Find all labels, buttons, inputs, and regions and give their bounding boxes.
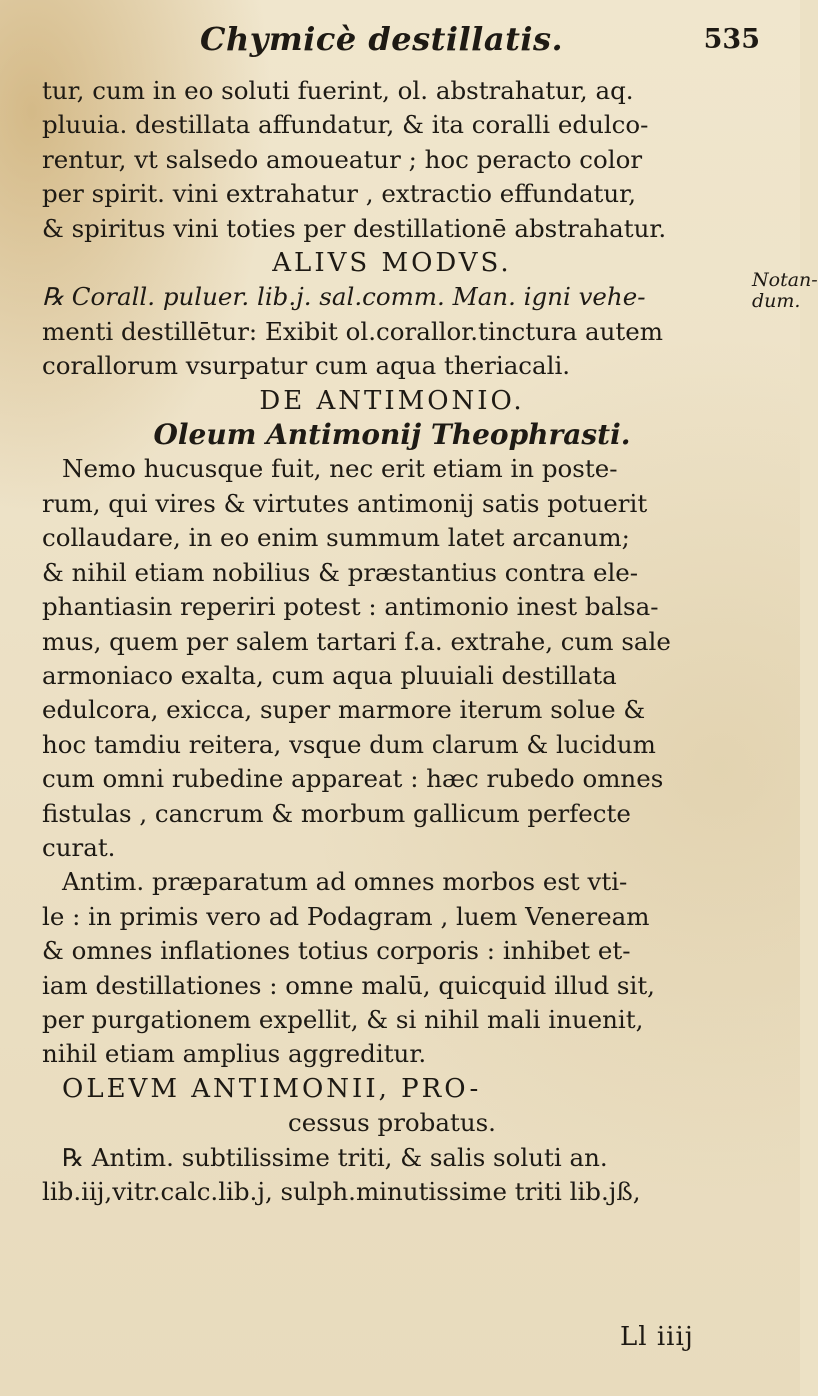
text-line: edulcora, exicca, super marmore iterum solue & <box>42 695 646 725</box>
section-heading: ALIVS MODVS. <box>272 248 512 279</box>
text-line: per purgationem expellit, & si nihil mali inuenit, <box>42 1004 644 1034</box>
page-number: 535 <box>703 24 760 55</box>
text-line: rum, qui vires & virtutes antimonij satis potuerit <box>42 488 648 518</box>
recipe-line: ℞ Corall. puluer. lib.j. sal.comm. Man. igni vehe- <box>42 282 646 312</box>
subsection-heading: Oleum Antimonij Theophrasti. <box>153 418 631 452</box>
text-line: & nihil etiam nobilius & præstantius contra ele- <box>42 557 639 587</box>
signature-mark: Ll iiij <box>620 1322 694 1352</box>
text-line: iam destillationes : omne malū, quicquid illud sit, <box>42 970 655 1000</box>
text-line: le : in primis vero ad Podagram , luem Veneream <box>42 901 650 931</box>
text-line: collaudare, in eo enim summum latet arcanum; <box>42 523 630 553</box>
text-line: per spirit. vini extrahatur , extractio effundatur, <box>42 179 636 209</box>
text-line: mus, quem per salem tartari f.a. extrahe, cum sale <box>42 626 671 656</box>
text-line: & omnes inflationes totius corporis : inhibet et- <box>42 936 631 966</box>
recipe-line: ℞ Antim. subtilissime triti, & salis soluti an. <box>62 1142 608 1172</box>
running-title: Chymicè destillatis. <box>200 20 564 58</box>
text-line: pluuia. destillata affundatur, & ita coralli edulco- <box>42 110 649 140</box>
section-heading-continuation: cessus probatus. <box>288 1108 496 1138</box>
text-line: cum omni rubedine appareat : hæc rubedo omnes <box>42 764 664 794</box>
section-heading: OLEVM ANTIMONII, PRO- <box>62 1073 482 1104</box>
margin-note <box>752 270 818 312</box>
section-heading: DE ANTIMONIO. <box>259 385 525 416</box>
text-line: hoc tamdiu reitera, vsque dum clarum & lucidum <box>42 729 656 759</box>
body-text <box>42 74 742 1209</box>
text-line: lib.iij,vitr.calc.lib.j, sulph.minutissime triti lib.jß, <box>42 1177 641 1206</box>
text-line: nihil etiam amplius aggreditur. <box>42 1039 427 1069</box>
text-line: curat. <box>42 832 116 862</box>
text-line: fistulas , cancrum & morbum gallicum perfecte <box>42 798 631 828</box>
margin-note-line: dum. <box>752 290 801 312</box>
text-line: menti destillētur: Exibit ol.corallor.tinctura autem <box>42 316 663 346</box>
text-line: Nemo hucusque fuit, nec erit etiam in poste- <box>62 454 618 484</box>
margin-note-line: Notan- <box>752 269 818 291</box>
text-line: rentur, vt salsedo amoueatur ; hoc peracto color <box>42 144 643 174</box>
text-line: corallorum vsurpatur cum aqua theriacali. <box>42 351 571 381</box>
text-line: tur, cum in eo soluti fuerint, ol. abstrahatur, aq. <box>42 76 634 105</box>
page-header <box>200 20 760 72</box>
text-line: & spiritus vini toties per destillationē abstrahatur. <box>42 213 667 243</box>
text-line: armoniaco exalta, cum aqua pluuiali destillata <box>42 660 617 690</box>
text-line: Antim. præparatum ad omnes morbos est vti- <box>62 867 628 897</box>
text-line: phantiasin reperiri potest : antimonio inest balsa- <box>42 592 659 622</box>
